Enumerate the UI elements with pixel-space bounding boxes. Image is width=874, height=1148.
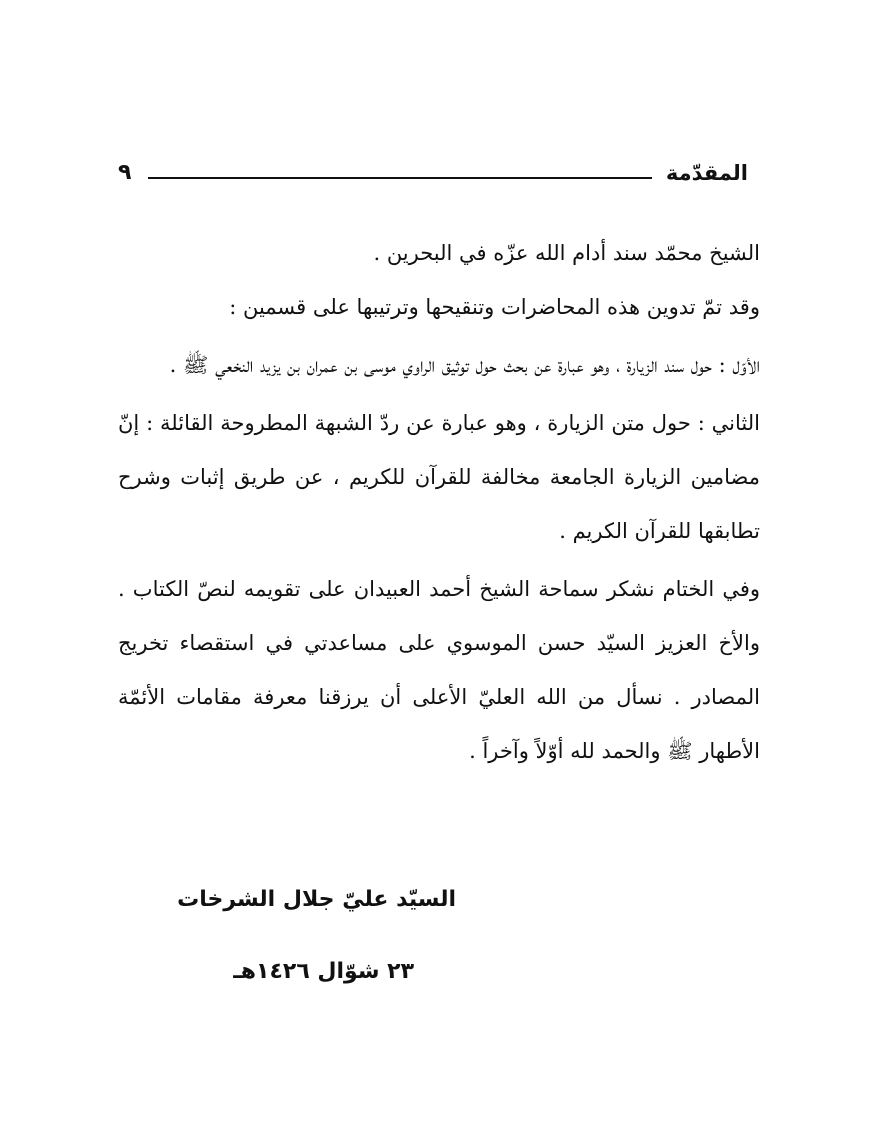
paragraph-first-section: الأوّل : حول سند الزيارة ، وهو عبارة عن بحث حول توثيق الراوي موسى بن عمران بن يزيد النخعي ﷺ . [169,353,760,377]
body-text [118,226,760,782]
paragraph-second-section: الثاني : حول متن الزيارة ، وهو عبارة عن ردّ الشبهة المطروحة القائلة : إنّ مضامين الزيارة الجامعة مخالفة للقرآن للكريم ، عن طريق إثبات وشرح تطابقها للقرآن الكريم . [118,411,760,543]
paragraph-intro-sections: وقد تمّ تدوين هذه المحاضرات وتنقيحها وترتيبها على قسمين : [229,295,760,319]
header-rule [148,177,652,179]
paragraph-continuation: الشيخ محمّد سند أدام الله عزّه في البحرين . [373,241,760,265]
chapter-title: المقدّمة [665,161,748,185]
paragraph-acknowledgements: وفي الختام نشكر سماحة الشيخ أحمد العبيدان على تقويمه لنصّ الكتاب . والأخ العزيز السيّد حسن الموسوي على مساعدتي في استقصاء تخريج المصادر . نسأل من الله العليّ الأعلى أن يرزقنا معرفة مقامات الأئمّة الأطهار ﷺ والحمد لله أوّلاً وآخراً . [118,577,760,763]
page-number: ٩ [118,160,132,185]
author-signature: السيّد عليّ جلال الشرخات [177,887,456,912]
signature-date: ٢٣ شوّال ١٤٢٦هـ [233,959,414,984]
running-header [118,158,748,192]
